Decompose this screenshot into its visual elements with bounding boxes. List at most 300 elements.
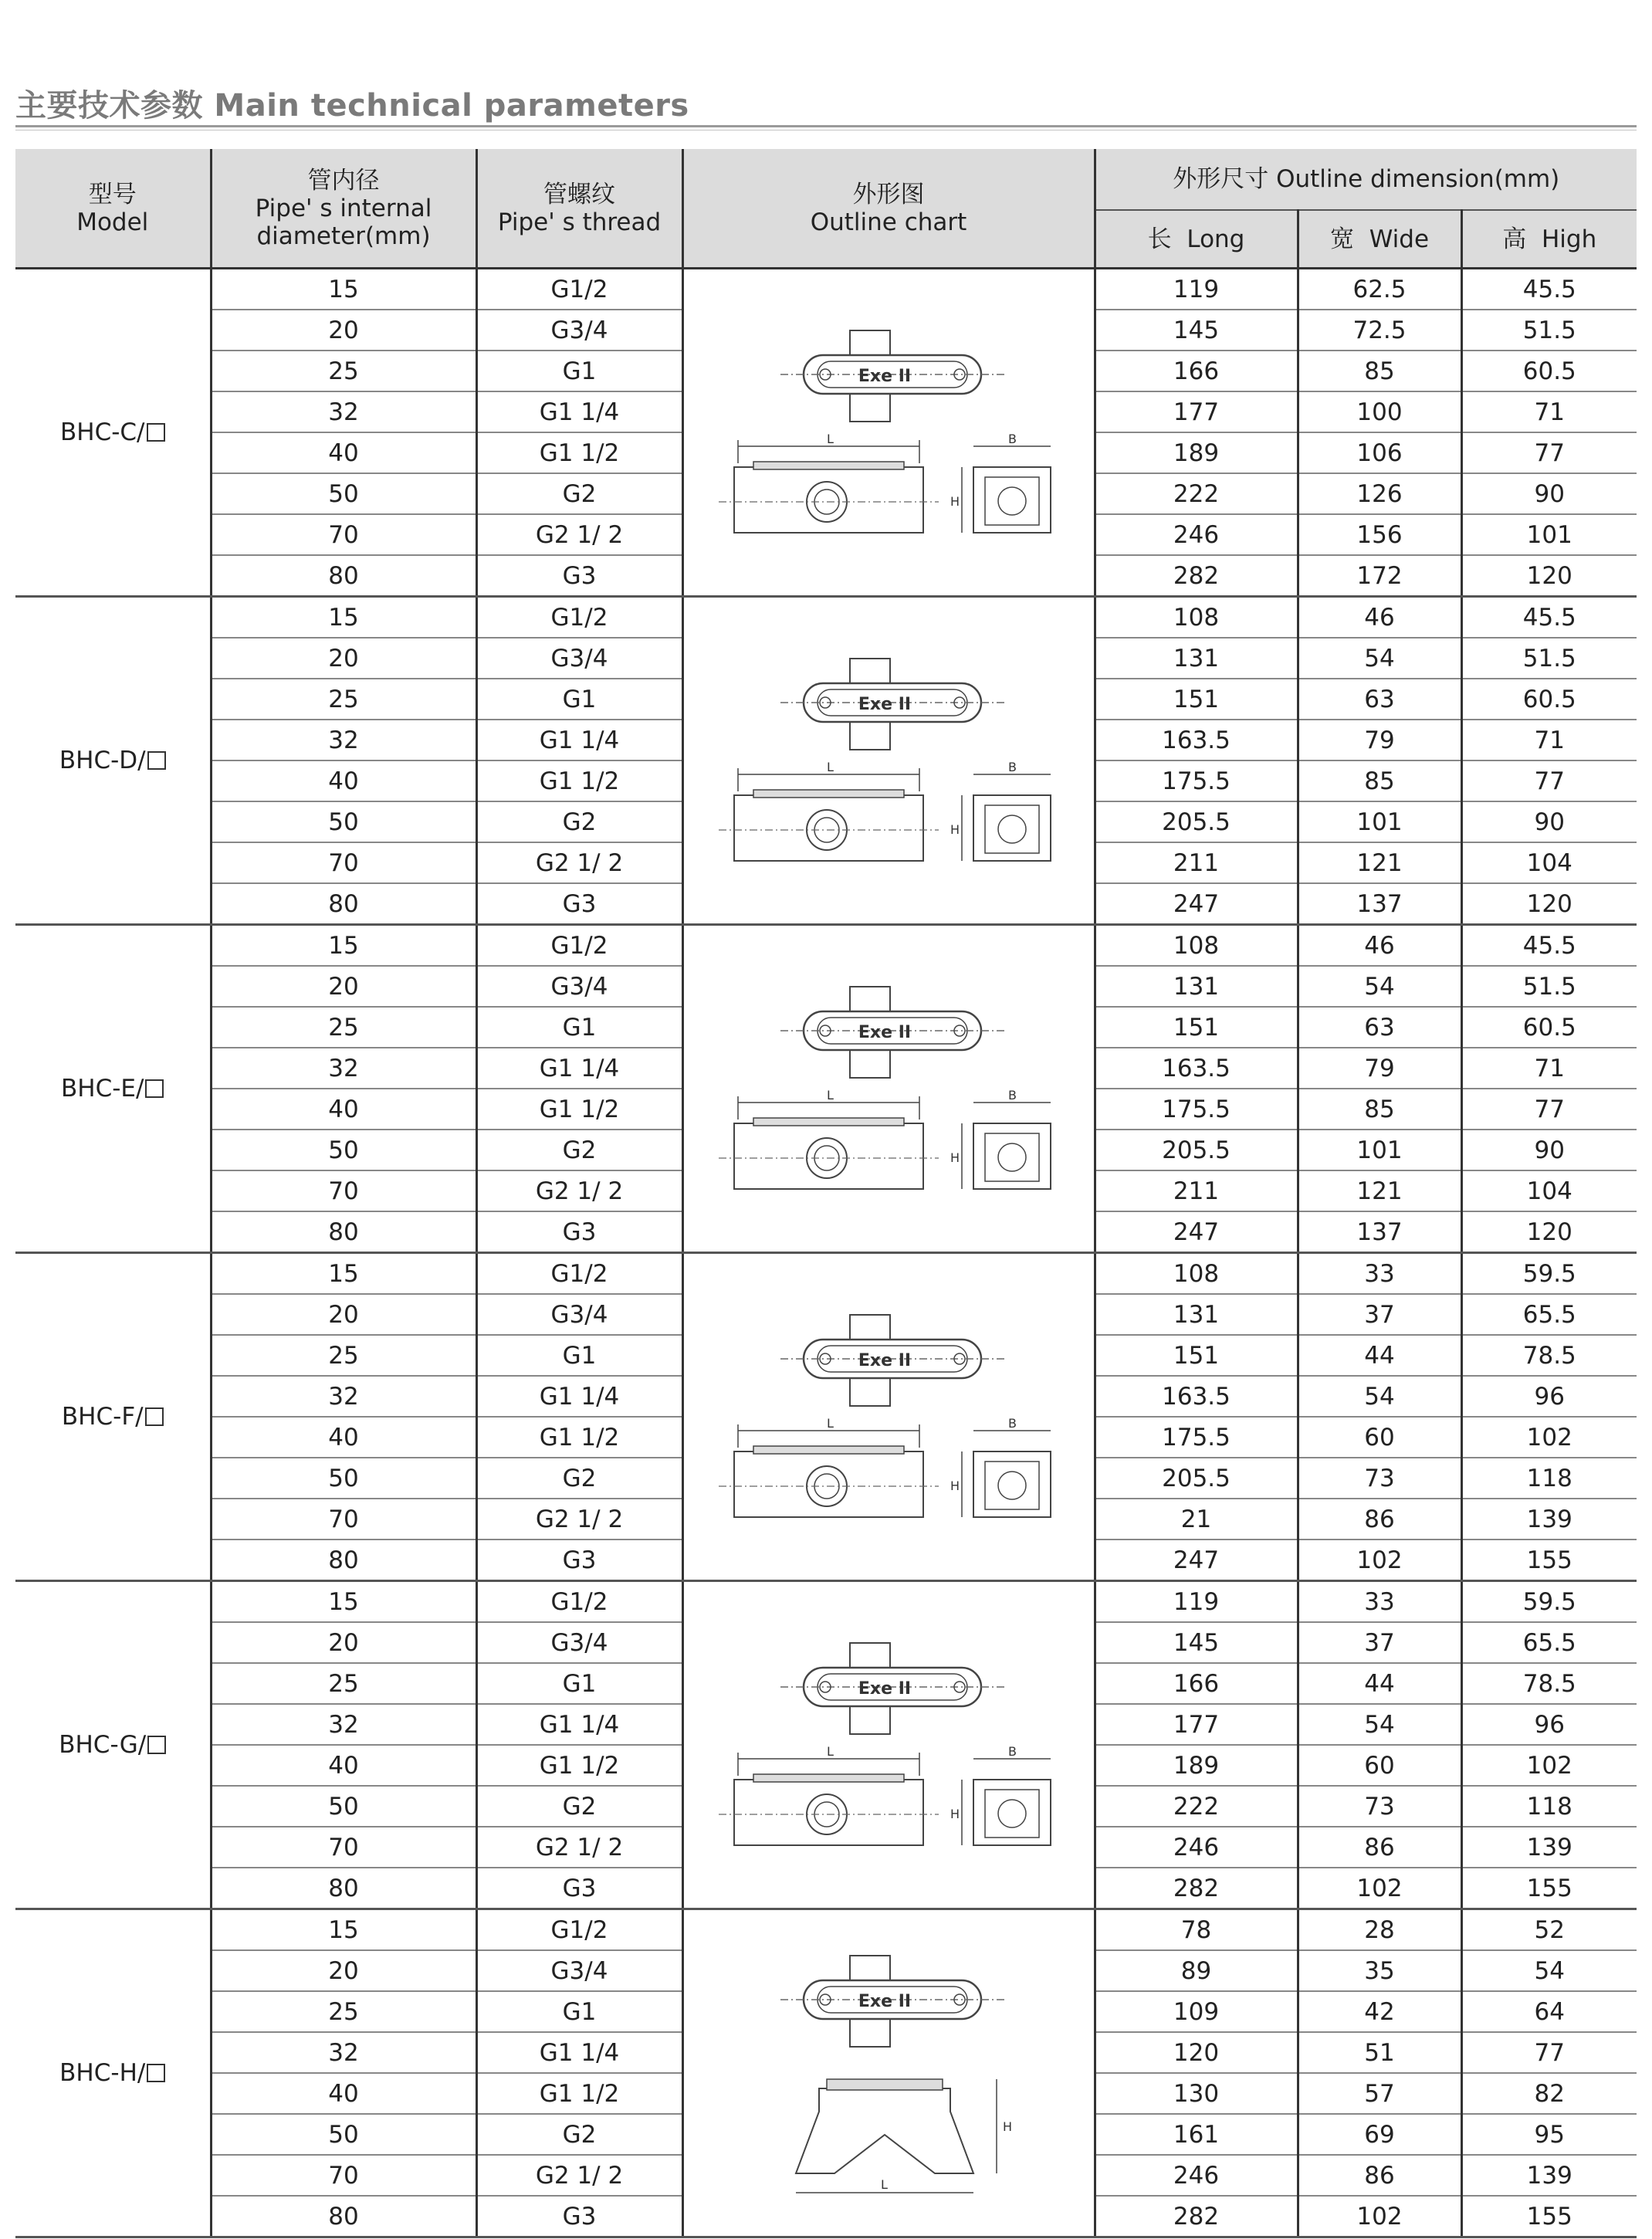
- outline-side-view-icon: [711, 760, 1066, 876]
- high-cell: 104: [1461, 842, 1637, 883]
- diameter-cell: 32: [211, 1704, 476, 1745]
- wide-cell: 33: [1298, 1581, 1461, 1623]
- chart-height-label: H: [950, 1150, 960, 1165]
- diameter-cell: 40: [211, 1745, 476, 1786]
- thread-cell: G2: [476, 473, 682, 514]
- long-cell: 211: [1095, 1170, 1298, 1211]
- wide-cell: 73: [1298, 1458, 1461, 1499]
- wide-cell: 37: [1298, 1294, 1461, 1335]
- wide-header-en: Wide: [1369, 225, 1430, 253]
- diameter-cell: 32: [211, 2032, 476, 2073]
- diameter-cell: 15: [211, 1253, 476, 1295]
- diameter-cell: 50: [211, 1786, 476, 1827]
- wide-cell: 54: [1298, 638, 1461, 679]
- long-header: [1095, 210, 1298, 269]
- wide-cell: 33: [1298, 1253, 1461, 1295]
- checkbox-square-icon: [145, 1079, 164, 1098]
- thread-cell: G1: [476, 1991, 682, 2032]
- thread-cell: G1: [476, 351, 682, 391]
- high-cell: 64: [1461, 1991, 1637, 2032]
- thread-cell: G3/4: [476, 310, 682, 351]
- wide-cell: 137: [1298, 1211, 1461, 1253]
- thread-cell: G1 1/2: [476, 760, 682, 801]
- high-cell: 71: [1461, 1048, 1637, 1089]
- long-cell: 175.5: [1095, 1089, 1298, 1130]
- diameter-cell: 80: [211, 2196, 476, 2237]
- wide-cell: 85: [1298, 351, 1461, 391]
- long-header-en: Long: [1187, 225, 1245, 253]
- thread-cell: G2 1/ 2: [476, 1827, 682, 1868]
- model-header-en: Model: [76, 208, 149, 236]
- chart-header-en: Outline chart: [810, 208, 967, 236]
- wide-header-cn: 宽: [1329, 225, 1354, 253]
- wide-cell: 121: [1298, 842, 1461, 883]
- wide-cell: 60: [1298, 1745, 1461, 1786]
- chart-width-label: B: [1008, 760, 1017, 774]
- diameter-cell: 20: [211, 966, 476, 1007]
- thread-header: [476, 149, 682, 269]
- long-cell: 247: [1095, 883, 1298, 925]
- wide-cell: 63: [1298, 1007, 1461, 1048]
- chart-length-label: L: [827, 1417, 834, 1431]
- long-cell: 205.5: [1095, 1130, 1298, 1170]
- long-cell: 163.5: [1095, 1048, 1298, 1089]
- thread-cell: G1 1/4: [476, 391, 682, 432]
- chart-mark-label: Exe II: [858, 695, 912, 714]
- long-cell: 151: [1095, 679, 1298, 720]
- high-cell: 96: [1461, 1704, 1637, 1745]
- diameter-cell: 25: [211, 351, 476, 391]
- chart-length-label: L: [827, 432, 834, 446]
- diameter-header-cn: 管内径: [307, 166, 380, 195]
- outline-top-view-icon: [719, 317, 1058, 432]
- wide-cell: 69: [1298, 2114, 1461, 2155]
- thread-cell: G3: [476, 2196, 682, 2237]
- chart-height-label: H: [950, 1479, 960, 1493]
- thread-cell: G1 1/2: [476, 1089, 682, 1130]
- wide-cell: 63: [1298, 679, 1461, 720]
- diameter-cell: 70: [211, 1827, 476, 1868]
- high-cell: 60.5: [1461, 679, 1637, 720]
- model-cell: [15, 597, 211, 925]
- diameter-cell: 25: [211, 679, 476, 720]
- high-cell: 60.5: [1461, 351, 1637, 391]
- chart-height-label: H: [1003, 2119, 1013, 2134]
- wide-cell: 100: [1298, 391, 1461, 432]
- high-cell: 54: [1461, 1950, 1637, 1991]
- chart-length-label: L: [827, 760, 834, 774]
- chart-header: [682, 149, 1095, 269]
- high-cell: 71: [1461, 720, 1637, 760]
- diameter-cell: 20: [211, 1294, 476, 1335]
- long-cell: 108: [1095, 925, 1298, 967]
- wide-cell: 137: [1298, 883, 1461, 925]
- chart-mark-label: Exe II: [858, 367, 912, 386]
- page-title: 主要技术参数 Main technical parameters: [15, 88, 689, 124]
- wide-cell: 54: [1298, 966, 1461, 1007]
- long-cell: 282: [1095, 1868, 1298, 1909]
- wide-cell: 85: [1298, 1089, 1461, 1130]
- outline-side-view-icon: [711, 1745, 1066, 1861]
- diameter-cell: 40: [211, 760, 476, 801]
- outline-side-view-icon: [711, 432, 1066, 548]
- long-cell: 131: [1095, 1294, 1298, 1335]
- wide-cell: 42: [1298, 1991, 1461, 2032]
- wide-cell: 73: [1298, 1786, 1461, 1827]
- long-cell: 131: [1095, 638, 1298, 679]
- diameter-cell: 32: [211, 1376, 476, 1417]
- thread-cell: G1 1/2: [476, 1745, 682, 1786]
- chart-height-label: H: [950, 494, 960, 509]
- chart-length-label: L: [827, 1089, 834, 1103]
- diameter-cell: 20: [211, 638, 476, 679]
- long-cell: 166: [1095, 351, 1298, 391]
- title-rule: [15, 125, 1637, 127]
- high-cell: 51.5: [1461, 638, 1637, 679]
- thread-cell: G1/2: [476, 1581, 682, 1623]
- model-header-cn: 型号: [88, 180, 137, 208]
- diameter-cell: 25: [211, 1991, 476, 2032]
- wide-cell: 106: [1298, 432, 1461, 473]
- long-cell: 177: [1095, 1704, 1298, 1745]
- high-cell: 155: [1461, 1540, 1637, 1581]
- wide-cell: 102: [1298, 2196, 1461, 2237]
- outline-chart-cell: [682, 269, 1095, 597]
- thread-cell: G1: [476, 1663, 682, 1704]
- wide-cell: 72.5: [1298, 310, 1461, 351]
- thread-cell: G1 1/2: [476, 432, 682, 473]
- wide-cell: 46: [1298, 925, 1461, 967]
- thread-cell: G3/4: [476, 1622, 682, 1663]
- diameter-cell: 40: [211, 1417, 476, 1458]
- diameter-cell: 80: [211, 555, 476, 597]
- high-cell: 90: [1461, 473, 1637, 514]
- high-cell: 120: [1461, 1211, 1637, 1253]
- model-name: BHC-F/: [61, 1403, 144, 1431]
- thread-cell: G1 1/4: [476, 1704, 682, 1745]
- wide-cell: 44: [1298, 1663, 1461, 1704]
- wide-cell: 35: [1298, 1950, 1461, 1991]
- high-cell: 139: [1461, 1827, 1637, 1868]
- high-cell: 96: [1461, 1376, 1637, 1417]
- thread-cell: G3: [476, 1868, 682, 1909]
- model-cell: [15, 925, 211, 1253]
- chart-width-label: B: [1008, 432, 1017, 446]
- checkbox-square-icon: [147, 1736, 166, 1754]
- thread-cell: G1/2: [476, 597, 682, 639]
- diameter-cell: 20: [211, 1950, 476, 1991]
- chart-length-label: L: [827, 1745, 834, 1759]
- diameter-cell: 25: [211, 1007, 476, 1048]
- checkbox-square-icon: [147, 423, 165, 442]
- chart-header-cn: 外形图: [852, 180, 925, 208]
- thread-header-cn: 管螺纹: [543, 180, 615, 208]
- wide-cell: 79: [1298, 720, 1461, 760]
- diameter-cell: 15: [211, 1909, 476, 1951]
- thread-cell: G1: [476, 679, 682, 720]
- wide-cell: 121: [1298, 1170, 1461, 1211]
- outline-header-cn: 外形尺寸: [1173, 165, 1269, 193]
- thread-cell: G3/4: [476, 1950, 682, 1991]
- wide-cell: 60: [1298, 1417, 1461, 1458]
- outline-chart-cell: [682, 1909, 1095, 2237]
- high-cell: 45.5: [1461, 597, 1637, 639]
- thread-cell: G3/4: [476, 966, 682, 1007]
- chart-mark-label: Exe II: [858, 1679, 912, 1699]
- thread-cell: G2: [476, 801, 682, 842]
- long-cell: 205.5: [1095, 1458, 1298, 1499]
- thread-cell: G3/4: [476, 638, 682, 679]
- wide-cell: 172: [1298, 555, 1461, 597]
- high-cell: 104: [1461, 1170, 1637, 1211]
- high-cell: 51.5: [1461, 966, 1637, 1007]
- long-cell: 21: [1095, 1499, 1298, 1540]
- outline-top-view-icon: [719, 1942, 1058, 2058]
- diameter-cell: 32: [211, 720, 476, 760]
- long-cell: 108: [1095, 597, 1298, 639]
- high-cell: 77: [1461, 760, 1637, 801]
- wide-cell: 37: [1298, 1622, 1461, 1663]
- long-cell: 189: [1095, 432, 1298, 473]
- chart-width-label: B: [1008, 1089, 1017, 1103]
- long-cell: 175.5: [1095, 760, 1298, 801]
- wide-cell: 102: [1298, 1868, 1461, 1909]
- high-cell: 155: [1461, 1868, 1637, 1909]
- model-cell: [15, 1253, 211, 1581]
- diameter-cell: 15: [211, 269, 476, 310]
- long-cell: 222: [1095, 473, 1298, 514]
- long-cell: 163.5: [1095, 1376, 1298, 1417]
- diameter-cell: 15: [211, 1581, 476, 1623]
- thread-cell: G1: [476, 1335, 682, 1376]
- high-cell: 65.5: [1461, 1294, 1637, 1335]
- thread-cell: G2 1/ 2: [476, 514, 682, 555]
- wide-cell: 28: [1298, 1909, 1461, 1951]
- high-cell: 101: [1461, 514, 1637, 555]
- high-cell: 90: [1461, 1130, 1637, 1170]
- high-cell: 77: [1461, 1089, 1637, 1130]
- long-cell: 246: [1095, 514, 1298, 555]
- high-cell: 95: [1461, 2114, 1637, 2155]
- wide-cell: 86: [1298, 2155, 1461, 2196]
- diameter-cell: 25: [211, 1663, 476, 1704]
- wide-cell: 46: [1298, 597, 1461, 639]
- chart-length-label: L: [881, 2177, 888, 2192]
- chart-mark-label: Exe II: [858, 1351, 912, 1370]
- outline-y-view-icon: [719, 2058, 1058, 2204]
- diameter-cell: 15: [211, 597, 476, 639]
- diameter-header-en1: Pipe' s internal: [255, 194, 432, 222]
- long-cell: 282: [1095, 2196, 1298, 2237]
- outline-top-view-icon: [719, 973, 1058, 1089]
- checkbox-square-icon: [145, 1407, 164, 1426]
- diameter-cell: 80: [211, 1540, 476, 1581]
- wide-cell: 79: [1298, 1048, 1461, 1089]
- thread-cell: G2 1/ 2: [476, 842, 682, 883]
- long-cell: 247: [1095, 1211, 1298, 1253]
- high-cell: 51.5: [1461, 310, 1637, 351]
- long-header-cn: 长: [1147, 225, 1172, 253]
- diameter-cell: 50: [211, 801, 476, 842]
- wide-cell: 62.5: [1298, 269, 1461, 310]
- model-name: BHC-D/: [59, 747, 146, 774]
- chart-width-label: B: [1008, 1417, 1017, 1431]
- long-cell: 222: [1095, 1786, 1298, 1827]
- thread-cell: G1 1/2: [476, 1417, 682, 1458]
- wide-cell: 102: [1298, 1540, 1461, 1581]
- wide-cell: 156: [1298, 514, 1461, 555]
- spec-table-body: [15, 269, 1637, 2237]
- high-header-cn: 高: [1502, 225, 1527, 253]
- long-cell: 151: [1095, 1007, 1298, 1048]
- high-cell: 77: [1461, 432, 1637, 473]
- wide-header: [1298, 210, 1461, 269]
- high-cell: 45.5: [1461, 925, 1637, 967]
- long-cell: 78: [1095, 1909, 1298, 1951]
- thread-cell: G1: [476, 1007, 682, 1048]
- long-cell: 119: [1095, 1581, 1298, 1623]
- long-cell: 119: [1095, 269, 1298, 310]
- thread-cell: G3: [476, 883, 682, 925]
- wide-cell: 54: [1298, 1704, 1461, 1745]
- thread-cell: G1/2: [476, 1909, 682, 1951]
- long-cell: 163.5: [1095, 720, 1298, 760]
- diameter-cell: 40: [211, 1089, 476, 1130]
- long-cell: 145: [1095, 1622, 1298, 1663]
- diameter-cell: 70: [211, 1499, 476, 1540]
- diameter-cell: 50: [211, 2114, 476, 2155]
- outline-side-view-icon: [711, 1417, 1066, 1533]
- high-cell: 65.5: [1461, 1622, 1637, 1663]
- model-cell: [15, 1909, 211, 2237]
- diameter-cell: 80: [211, 883, 476, 925]
- table-row: [15, 597, 1637, 639]
- long-cell: 246: [1095, 2155, 1298, 2196]
- diameter-cell: 50: [211, 1458, 476, 1499]
- high-cell: 139: [1461, 1499, 1637, 1540]
- table-row: [15, 1581, 1637, 1623]
- high-cell: 120: [1461, 883, 1637, 925]
- diameter-header-en2: diameter(mm): [256, 222, 431, 250]
- thread-cell: G1 1/4: [476, 1048, 682, 1089]
- high-cell: 71: [1461, 391, 1637, 432]
- diameter-cell: 80: [211, 1211, 476, 1253]
- thread-cell: G3: [476, 1211, 682, 1253]
- thread-cell: G1/2: [476, 1253, 682, 1295]
- long-cell: 247: [1095, 1540, 1298, 1581]
- outline-top-view-icon: [719, 1629, 1058, 1745]
- outline-dimension-header: [1095, 149, 1637, 210]
- high-cell: 102: [1461, 1745, 1637, 1786]
- model-cell: [15, 269, 211, 597]
- high-header-en: High: [1542, 225, 1597, 253]
- model-name: BHC-C/: [60, 418, 145, 446]
- thread-cell: G1 1/4: [476, 720, 682, 760]
- diameter-header: [211, 149, 476, 269]
- long-cell: 211: [1095, 842, 1298, 883]
- high-cell: 78.5: [1461, 1663, 1637, 1704]
- diameter-cell: 32: [211, 1048, 476, 1089]
- thread-cell: G1/2: [476, 925, 682, 967]
- thread-cell: G2 1/ 2: [476, 1170, 682, 1211]
- thread-cell: G2: [476, 1130, 682, 1170]
- model-header: [15, 149, 211, 269]
- thread-cell: G2: [476, 2114, 682, 2155]
- diameter-cell: 70: [211, 2155, 476, 2196]
- model-name: BHC-G/: [59, 1731, 147, 1759]
- wide-cell: 101: [1298, 801, 1461, 842]
- diameter-cell: 20: [211, 1622, 476, 1663]
- diameter-cell: 20: [211, 310, 476, 351]
- table-row: [15, 1909, 1637, 1951]
- thread-cell: G2 1/ 2: [476, 2155, 682, 2196]
- diameter-cell: 80: [211, 1868, 476, 1909]
- model-name: BHC-H/: [59, 2059, 146, 2087]
- table-row: [15, 925, 1637, 967]
- diameter-cell: 40: [211, 2073, 476, 2114]
- long-cell: 108: [1095, 1253, 1298, 1295]
- thread-cell: G2 1/ 2: [476, 1499, 682, 1540]
- high-cell: 90: [1461, 801, 1637, 842]
- diameter-cell: 70: [211, 1170, 476, 1211]
- diameter-cell: 50: [211, 1130, 476, 1170]
- chart-mark-label: Exe II: [858, 1992, 912, 2011]
- long-cell: 109: [1095, 1991, 1298, 2032]
- wide-cell: 86: [1298, 1499, 1461, 1540]
- high-cell: 118: [1461, 1786, 1637, 1827]
- model-cell: [15, 1581, 211, 1909]
- long-cell: 166: [1095, 1663, 1298, 1704]
- wide-cell: 126: [1298, 473, 1461, 514]
- long-cell: 130: [1095, 2073, 1298, 2114]
- long-cell: 131: [1095, 966, 1298, 1007]
- outline-side-view-icon: [711, 1089, 1066, 1204]
- model-name: BHC-E/: [61, 1075, 144, 1103]
- high-cell: 77: [1461, 2032, 1637, 2073]
- thread-cell: G1 1/2: [476, 2073, 682, 2114]
- high-cell: 59.5: [1461, 1253, 1637, 1295]
- thread-cell: G2: [476, 1458, 682, 1499]
- long-cell: 161: [1095, 2114, 1298, 2155]
- diameter-cell: 15: [211, 925, 476, 967]
- thread-cell: G1 1/4: [476, 1376, 682, 1417]
- table-row: [15, 269, 1637, 310]
- long-cell: 151: [1095, 1335, 1298, 1376]
- diameter-cell: 50: [211, 473, 476, 514]
- chart-mark-label: Exe II: [858, 1023, 912, 1042]
- wide-cell: 86: [1298, 1827, 1461, 1868]
- chart-width-label: B: [1008, 1745, 1017, 1759]
- high-cell: 59.5: [1461, 1581, 1637, 1623]
- wide-cell: 44: [1298, 1335, 1461, 1376]
- high-cell: 45.5: [1461, 269, 1637, 310]
- high-cell: 82: [1461, 2073, 1637, 2114]
- high-header: [1461, 210, 1637, 269]
- diameter-cell: 70: [211, 842, 476, 883]
- chart-height-label: H: [950, 1807, 960, 1821]
- outline-top-view-icon: [719, 1301, 1058, 1417]
- diameter-cell: 70: [211, 514, 476, 555]
- diameter-cell: 32: [211, 391, 476, 432]
- wide-cell: 57: [1298, 2073, 1461, 2114]
- outline-chart-cell: [682, 925, 1095, 1253]
- thread-header-en: Pipe' s thread: [497, 208, 662, 236]
- long-cell: 246: [1095, 1827, 1298, 1868]
- chart-height-label: H: [950, 822, 960, 837]
- long-cell: 120: [1095, 2032, 1298, 2073]
- high-cell: 155: [1461, 2196, 1637, 2237]
- table-row: [15, 1253, 1637, 1295]
